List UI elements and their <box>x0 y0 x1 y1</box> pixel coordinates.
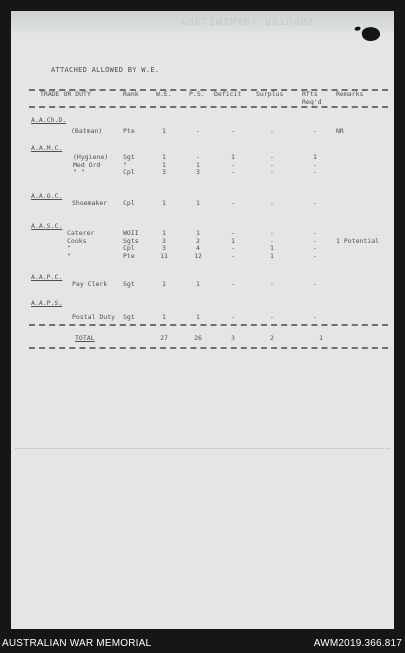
cell-deficit: - <box>231 168 235 176</box>
cell-surplus: - <box>270 153 274 161</box>
cell-duty: Med Ord <box>73 160 101 169</box>
col-reqd: Req'd <box>302 98 322 106</box>
total-rfts: 1 <box>319 334 323 342</box>
cell-rfts: - <box>313 160 317 169</box>
cell-surplus: 1 <box>270 244 274 252</box>
cell-ps: 1 <box>196 160 200 169</box>
cell-we: 1 <box>162 229 166 237</box>
cell-deficit: - <box>231 127 235 135</box>
cell-rfts: 1 <box>313 153 317 161</box>
total-rule-bottom <box>29 347 388 349</box>
cell-ps: 2 <box>196 236 200 245</box>
cell-rank: Cpl <box>123 168 135 176</box>
cell-remarks: NR <box>336 127 344 135</box>
cell-rfts: - <box>313 236 317 245</box>
cell-we: 1 <box>162 280 166 288</box>
cell-surplus: - <box>270 127 274 135</box>
document-page <box>11 11 394 629</box>
cell-rfts: - <box>313 251 317 260</box>
cell-we: 11 <box>160 251 168 260</box>
col-deficit: Deficit <box>214 90 242 98</box>
cell-we: 1 <box>162 153 166 161</box>
cell-surplus: 1 <box>270 251 274 260</box>
cell-duty: Caterer <box>67 229 95 237</box>
paper-fold-line <box>15 448 390 449</box>
cell-rank: Cpl <box>123 244 135 252</box>
total-we: 27 <box>160 334 168 342</box>
cell-we: 1 <box>162 160 166 169</box>
cell-deficit: - <box>231 244 235 252</box>
cell-duty: Postal Duty <box>72 313 116 321</box>
cell-we: 3 <box>162 244 166 252</box>
cell-rank: Cpl <box>123 199 135 207</box>
cell-duty: " " <box>73 168 85 176</box>
col-remarks: Remarks <box>336 90 364 98</box>
header-rule-bottom <box>29 106 388 108</box>
cell-we: 3 <box>162 168 166 176</box>
cell-rank: " <box>123 160 127 169</box>
cell-ps: - <box>196 153 200 161</box>
cell-deficit: - <box>231 313 235 321</box>
col-trade-or-duty: TRADE OR DUTY <box>40 90 91 98</box>
cell-deficit: - <box>231 229 235 237</box>
col-surplus: Surplus <box>256 90 284 98</box>
cell-ps: 1 <box>196 280 200 288</box>
col-we: W.E. <box>156 90 172 98</box>
cell-surplus: - <box>270 280 274 288</box>
cell-ps: - <box>196 127 200 135</box>
cell-surplus: - <box>270 236 274 245</box>
cell-duty: Cooks <box>67 236 87 245</box>
cell-duty: Pay Clerk <box>72 280 108 288</box>
footer-institution: AUSTRALIAN WAR MEMORIAL <box>2 638 152 649</box>
cell-rank: Sgts <box>123 236 139 245</box>
cell-duty: " <box>67 244 71 252</box>
total-ps: 26 <box>194 334 202 342</box>
total-deficit: 3 <box>231 334 235 342</box>
cell-remarks: 1 Potential <box>336 236 380 245</box>
cell-rank: Sgt <box>123 313 135 321</box>
footer-accession-number: AWM2019.366.817 <box>313 638 402 649</box>
cell-ps: 3 <box>196 168 200 176</box>
cell-rfts: - <box>313 229 317 237</box>
cell-rfts: - <box>313 280 317 288</box>
cell-deficit: - <box>231 160 235 169</box>
cell-we: 1 <box>162 313 166 321</box>
section-title: A.A.Ch.D. <box>31 116 67 124</box>
cell-deficit: - <box>231 280 235 288</box>
cell-surplus: - <box>270 168 274 176</box>
cell-we: 3 <box>162 236 166 245</box>
total-rule-top <box>29 324 388 326</box>
cell-rank: Pte <box>123 127 135 135</box>
section-title: A.A.P.S. <box>31 299 63 307</box>
cell-ps: 12 <box>194 251 202 260</box>
cell-ps: 1 <box>196 313 200 321</box>
cell-rfts: - <box>313 168 317 176</box>
cell-rfts: - <box>313 313 317 321</box>
cell-rfts: - <box>313 244 317 252</box>
cell-deficit: - <box>231 199 235 207</box>
cell-deficit: 1 <box>231 236 235 245</box>
section-title: A.A.O.C. <box>31 192 63 200</box>
cell-rank: Pte <box>123 251 135 260</box>
section-title: A.A.M.C. <box>31 144 63 152</box>
cell-duty: " <box>67 251 71 260</box>
cell-deficit: - <box>231 251 235 260</box>
cell-deficit: 1 <box>231 153 235 161</box>
cell-rfts: - <box>313 199 317 207</box>
cell-duty: Shoemaker <box>72 199 108 207</box>
cell-we: 1 <box>162 199 166 207</box>
cell-duty: (Hygiene) <box>73 153 109 161</box>
section-title: A.A.P.C. <box>31 273 63 281</box>
cell-surplus: - <box>270 229 274 237</box>
cell-surplus: - <box>270 199 274 207</box>
cell-rfts: - <box>313 127 317 135</box>
cell-ps: 1 <box>196 229 200 237</box>
total-surplus: 2 <box>270 334 274 342</box>
cell-we: 1 <box>162 127 166 135</box>
cell-rank: Sgt <box>123 153 135 161</box>
cell-duty: (Batman) <box>71 127 103 135</box>
col-rfts: Rfts <box>302 90 318 98</box>
cell-ps: 4 <box>196 244 200 252</box>
total-label: TOTAL <box>75 334 95 342</box>
bleed-through-header: PRELIMINARY RETURNS <box>181 15 315 26</box>
section-title: A.A.S.C. <box>31 222 63 230</box>
cell-rank: WOII <box>123 229 139 237</box>
cell-surplus: - <box>270 313 274 321</box>
cell-surplus: - <box>270 160 274 169</box>
cell-ps: 1 <box>196 199 200 207</box>
col-rank: Rank <box>123 90 139 98</box>
cell-rank: Sgt <box>123 280 135 288</box>
col-ps: P.S. <box>189 90 205 98</box>
document-heading: ATTACHED ALLOWED BY W.E. <box>51 66 160 74</box>
